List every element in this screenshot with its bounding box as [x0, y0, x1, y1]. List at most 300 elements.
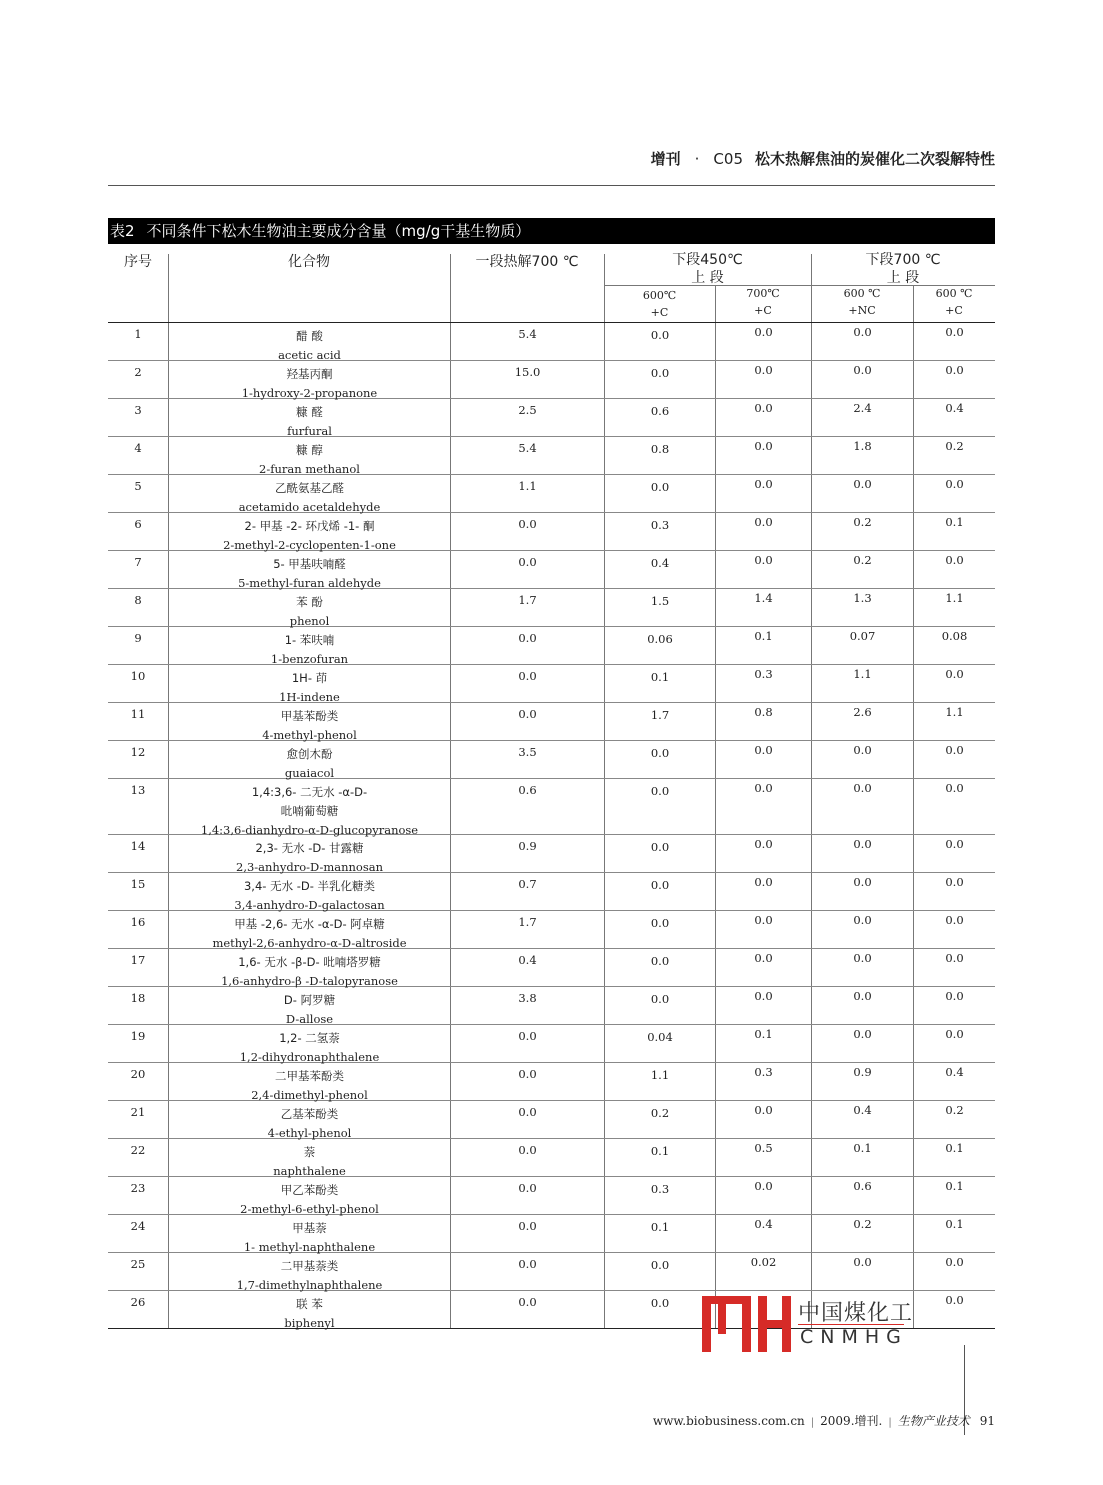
- cell-one-stage: 0.0: [450, 1139, 604, 1176]
- cell-one-stage: 0.0: [450, 1177, 604, 1214]
- cell-index: 16: [130, 915, 146, 929]
- header-group-450-bottom: 上 段: [691, 270, 724, 286]
- compound-name-en: biphenyl: [284, 1316, 335, 1330]
- cell-one-stage: 0.0: [450, 703, 604, 740]
- compound-name-en: 2,3-anhydro-D-mannosan: [236, 860, 383, 874]
- cell-700-600nc: 0.0: [811, 475, 913, 512]
- cell-450-600c: 0.2: [604, 1101, 715, 1138]
- cell-700-600nc: 0.2: [811, 513, 913, 550]
- compound-name-zh: 乙基苯酚类: [280, 1107, 339, 1121]
- cell-one-stage: 0.0: [450, 1253, 604, 1290]
- table-row: [108, 551, 995, 589]
- cell-450-600c: 0.0: [604, 987, 715, 1024]
- cell-index: 8: [134, 593, 142, 607]
- cell-450-600c: 0.0: [604, 1253, 715, 1290]
- compound-name-zh: 5- 甲基呋喃醛: [273, 557, 346, 571]
- cell-450-600c: 0.0: [604, 1291, 715, 1328]
- cell-index: 14: [130, 839, 146, 853]
- cell-450-600c: 0.1: [604, 1215, 715, 1252]
- cell-450-700c: 0.0: [715, 949, 811, 986]
- cell-one-stage: 1.7: [450, 911, 604, 948]
- cell-one-stage: 0.0: [450, 1101, 604, 1138]
- compound-name-zh: 愈创木酚: [286, 747, 333, 761]
- table-row: [108, 1025, 995, 1063]
- cell-700-600nc: 0.4: [811, 1101, 913, 1138]
- header-group-700-bottom: 上 段: [886, 270, 920, 286]
- cell-one-stage: 0.0: [450, 1063, 604, 1100]
- cell-700-600c: 0.0: [913, 949, 995, 986]
- cell-one-stage: 0.4: [450, 949, 604, 986]
- cell-450-600c: 0.0: [604, 949, 715, 986]
- compound-name-en: 1-hydroxy-2-propanone: [241, 386, 378, 400]
- cell-700-600nc: 0.2: [811, 1215, 913, 1252]
- cell-450-700c: 1.4: [715, 589, 811, 626]
- cell-450-600c: 0.3: [604, 513, 715, 550]
- compound-name-en: guaiacol: [284, 766, 335, 780]
- cell-700-600c: 1.1: [913, 703, 995, 740]
- cell-700-600c: 0.0: [913, 987, 995, 1024]
- cell-index: 20: [130, 1067, 146, 1081]
- cell-one-stage: 0.0: [450, 665, 604, 702]
- footer-url: www.biobusiness.com.cn: [652, 1414, 805, 1428]
- running-head-title: 松木热解焦油的炭催化二次裂解特性: [754, 150, 995, 168]
- cell-700-600nc: 1.3: [811, 589, 913, 626]
- header-sub-4-temp: 600 ℃: [935, 287, 973, 300]
- cell-index: 4: [134, 441, 142, 455]
- cell-700-600c: 0.4: [913, 1063, 995, 1100]
- cell-one-stage: 0.0: [450, 1025, 604, 1062]
- cell-compound: [168, 1139, 450, 1176]
- compound-name-zh-line2: 吡喃葡萄糖: [280, 804, 339, 818]
- cell-700-600c: 0.4: [913, 399, 995, 436]
- compound-name-en: 1H-indene: [279, 690, 340, 704]
- cell-700-600nc: 0.0: [811, 949, 913, 986]
- footer-journal: 生物产业技术: [897, 1414, 970, 1428]
- compound-name-en: 2-furan methanol: [259, 462, 360, 476]
- header-sub-1-cond: +C: [650, 306, 669, 319]
- cell-700-600nc: 0.0: [811, 779, 913, 834]
- cell-450-700c: 0.0: [715, 399, 811, 436]
- compound-name-zh: 醋 酸: [296, 329, 323, 343]
- cell-450-700c: 0.0: [715, 987, 811, 1024]
- cell-index: 19: [130, 1029, 146, 1043]
- cell-450-600c: 0.3: [604, 1177, 715, 1214]
- compound-name-zh: 2- 甲基 -2- 环戊烯 -1- 酮: [244, 519, 375, 533]
- cell-compound: [168, 627, 450, 664]
- table-row: [108, 323, 995, 361]
- cell-index: 17: [130, 953, 146, 967]
- cell-700-600c: 0.2: [913, 1101, 995, 1138]
- cell-700-600c: 0.0: [913, 1291, 995, 1328]
- table-row: [108, 361, 995, 399]
- cell-450-700c: 0.0: [715, 835, 811, 872]
- cell-450-600c: 0.04: [604, 1025, 715, 1062]
- compound-name-en: 1-benzofuran: [270, 652, 349, 666]
- cell-one-stage: 3.5: [450, 741, 604, 778]
- table-body: [108, 323, 995, 1329]
- cell-one-stage: 0.0: [450, 1291, 604, 1328]
- cell-compound: [168, 911, 450, 948]
- compound-name-en: 5-methyl-furan aldehyde: [238, 576, 381, 590]
- cell-450-700c: 0.0: [715, 779, 811, 834]
- cell-700-600nc: 0.0: [811, 987, 913, 1024]
- compound-name-en: 1,4:3,6-dianhydro-α-D-glucopyranose: [200, 823, 419, 837]
- table-row: [108, 475, 995, 513]
- cell-700-600c: 0.1: [913, 1177, 995, 1214]
- footer-separator: |: [888, 1417, 892, 1428]
- table-number: 表2: [110, 222, 135, 240]
- cell-450-600c: 0.0: [604, 361, 715, 398]
- cell-index: 6: [134, 517, 142, 531]
- compound-name-en: 1,7-dimethylnaphthalene: [236, 1278, 383, 1292]
- data-table: [108, 249, 995, 1329]
- watermark-rule: [798, 1324, 904, 1325]
- cell-one-stage: 1.7: [450, 589, 604, 626]
- cell-one-stage: 0.6: [450, 779, 604, 834]
- header-group-700-top: 下段700 ℃: [865, 252, 941, 268]
- cell-compound: [168, 835, 450, 872]
- cell-700-600nc: 0.1: [811, 1139, 913, 1176]
- cell-one-stage: 1.1: [450, 475, 604, 512]
- cell-450-700c: 0.0: [715, 437, 811, 474]
- cell-700-600c: 0.0: [913, 551, 995, 588]
- cell-450-700c: 0.0: [715, 551, 811, 588]
- footer-issue: 2009.增刊.: [820, 1414, 883, 1428]
- cell-700-600nc: 0.0: [811, 323, 913, 360]
- compound-name-en: 3,4-anhydro-D-galactosan: [234, 898, 385, 912]
- running-head-dot: ·: [694, 150, 700, 168]
- table-row: [108, 1177, 995, 1215]
- header-sub-3: [811, 285, 913, 319]
- cell-index: 25: [130, 1257, 146, 1271]
- cell-compound: [168, 987, 450, 1024]
- cell-700-600nc: 1.8: [811, 437, 913, 474]
- cell-700-600c: 0.0: [913, 779, 995, 834]
- watermark-text-zh: 中国煤化工: [798, 1301, 914, 1326]
- cell-450-600c: 0.0: [604, 323, 715, 360]
- compound-name-en: furfural: [287, 424, 332, 438]
- page-footer: [653, 1412, 995, 1429]
- cell-450-600c: 1.7: [604, 703, 715, 740]
- table-row: [108, 987, 995, 1025]
- cell-700-600nc: 0.07: [811, 627, 913, 664]
- running-head-code: C05: [713, 150, 743, 168]
- compound-name-zh: 萘: [303, 1145, 316, 1159]
- cell-700-600nc: 2.6: [811, 703, 913, 740]
- cell-450-600c: 0.0: [604, 741, 715, 778]
- header-one-stage: 一段热解700 ℃: [475, 254, 579, 270]
- header-sub-3-cond: +NC: [848, 304, 876, 317]
- compound-name-zh: 乙酰氨基乙醛: [275, 481, 344, 495]
- cell-700-600c: 0.1: [913, 1139, 995, 1176]
- compound-name-en: acetic acid: [278, 348, 341, 362]
- compound-name-zh: 1H- 茚: [291, 671, 328, 685]
- cell-450-700c: 0.0: [715, 911, 811, 948]
- table-row: [108, 1139, 995, 1177]
- cell-700-600c: 0.0: [913, 475, 995, 512]
- cell-700-600c: 0.1: [913, 1215, 995, 1252]
- cell-700-600nc: 2.4: [811, 399, 913, 436]
- cell-450-600c: 1.1: [604, 1063, 715, 1100]
- cell-450-700c: 0.0: [715, 361, 811, 398]
- compound-name-zh: 1- 苯呋喃: [284, 633, 335, 647]
- cell-450-600c: 0.0: [604, 835, 715, 872]
- table-row: [108, 1253, 995, 1291]
- compound-name-en: methyl-2,6-anhydro-α-D-altroside: [212, 936, 407, 950]
- compound-name-zh: 联 苯: [296, 1297, 323, 1311]
- cell-450-600c: 0.06: [604, 627, 715, 664]
- cell-450-700c: 0.8: [715, 703, 811, 740]
- cell-compound: [168, 1101, 450, 1138]
- header-group-700: [811, 251, 995, 287]
- cell-450-600c: 0.0: [604, 475, 715, 512]
- cell-one-stage: 0.0: [450, 551, 604, 588]
- compound-name-zh: 1,4:3,6- 二无水 -α-D-: [251, 785, 368, 799]
- compound-name-zh: 2,3- 无水 -D- 甘露糖: [255, 841, 364, 855]
- cell-index: 7: [134, 555, 142, 569]
- cell-one-stage: 3.8: [450, 987, 604, 1024]
- cell-compound: [168, 551, 450, 588]
- cell-compound: [168, 323, 450, 360]
- cell-700-600nc: 0.0: [811, 835, 913, 872]
- compound-name-zh: 二甲基萘类: [280, 1259, 339, 1273]
- header-sub-2-temp: 700℃: [746, 287, 780, 300]
- running-head: [651, 148, 995, 169]
- compound-name-en: 1,2-dihydronaphthalene: [239, 1050, 380, 1064]
- cell-450-700c: 0.0: [715, 741, 811, 778]
- cell-700-600nc: 0.0: [811, 361, 913, 398]
- cell-compound: [168, 1025, 450, 1062]
- watermark-logo: [702, 1294, 912, 1356]
- table-row: [108, 873, 995, 911]
- table-row: [108, 589, 995, 627]
- cell-700-600c: 1.1: [913, 589, 995, 626]
- cell-700-600nc: 0.0: [811, 1253, 913, 1290]
- cell-700-600c: 0.0: [913, 911, 995, 948]
- cell-700-600c: 0.0: [913, 665, 995, 702]
- cell-compound: [168, 399, 450, 436]
- header-divider: [450, 254, 451, 322]
- cell-index: 2: [134, 365, 142, 379]
- cell-compound: [168, 361, 450, 398]
- compound-name-zh: 1,2- 二氢萘: [279, 1031, 340, 1045]
- compound-name-en: 2-methyl-6-ethyl-phenol: [240, 1202, 379, 1216]
- cell-compound: [168, 1291, 450, 1328]
- table-title: 不同条件下松木生物油主要成分含量（mg/g干基生物质）: [146, 222, 531, 240]
- cell-compound: [168, 779, 450, 837]
- cell-compound: [168, 589, 450, 626]
- compound-name-zh: 糠 醛: [296, 405, 323, 419]
- cell-index: 26: [130, 1295, 146, 1309]
- cell-700-600c: 0.0: [913, 835, 995, 872]
- table-row: [108, 627, 995, 665]
- cell-index: 5: [134, 479, 142, 493]
- cell-450-700c: 0.3: [715, 665, 811, 702]
- compound-name-zh: 糠 醇: [296, 443, 323, 457]
- cell-one-stage: 0.0: [450, 513, 604, 550]
- cell-450-700c: 0.0: [715, 513, 811, 550]
- cell-index: 24: [130, 1219, 146, 1233]
- table-row: [108, 1101, 995, 1139]
- table-row: [108, 665, 995, 703]
- cell-450-700c: 0.0: [715, 475, 811, 512]
- page-number: 91: [979, 1414, 995, 1428]
- header-sub-1-temp: 600℃: [642, 289, 677, 302]
- cell-one-stage: 15.0: [450, 361, 604, 398]
- cell-index: 12: [130, 745, 146, 759]
- cell-compound: [168, 513, 450, 550]
- cell-700-600c: 0.0: [913, 1253, 995, 1290]
- compound-name-zh: 二甲基苯酚类: [275, 1069, 344, 1083]
- table-row: [108, 835, 995, 873]
- cell-450-700c: 0.0: [715, 1177, 811, 1214]
- table-header: [108, 249, 995, 323]
- compound-name-en: 2-methyl-2-cyclopenten-1-one: [223, 538, 396, 552]
- cell-compound: [168, 703, 450, 740]
- cell-index: 18: [130, 991, 146, 1005]
- cell-index: 23: [130, 1181, 146, 1195]
- table-row: [108, 741, 995, 779]
- compound-name-zh: 甲基萘: [292, 1221, 327, 1235]
- header-index: 序号: [124, 254, 152, 270]
- cell-450-700c: 0.3: [715, 1063, 811, 1100]
- compound-name-en: 1- methyl-naphthalene: [243, 1240, 376, 1254]
- cell-700-600nc: 0.6: [811, 1177, 913, 1214]
- table-title-bar: [108, 218, 995, 244]
- header-rule: [108, 185, 995, 186]
- cell-index: 21: [130, 1105, 146, 1119]
- cell-index: 9: [134, 631, 142, 645]
- cell-450-600c: 1.5: [604, 589, 715, 626]
- cell-450-600c: 0.0: [604, 873, 715, 910]
- compound-name-zh: 1,6- 无水 -β-D- 吡喃塔罗糖: [238, 955, 381, 969]
- cell-450-600c: 0.1: [604, 665, 715, 702]
- cell-compound: [168, 1253, 450, 1290]
- compound-name-zh: 羟基丙酮: [286, 367, 333, 381]
- table-row: [108, 779, 995, 835]
- compound-name-en: 1,6-anhydro-β -D-talopyranose: [221, 974, 398, 988]
- cell-450-700c: 0.0: [715, 323, 811, 360]
- cell-450-600c: 0.0: [604, 779, 715, 834]
- header-divider: [168, 254, 169, 322]
- cell-compound: [168, 475, 450, 512]
- cell-700-600nc: 0.0: [811, 741, 913, 778]
- cell-700-600c: 0.08: [913, 627, 995, 664]
- compound-name-en: 4-methyl-phenol: [262, 728, 357, 742]
- cell-450-700c: 0.0: [715, 1101, 811, 1138]
- cell-700-600nc: 0.0: [811, 911, 913, 948]
- table-row: [108, 437, 995, 475]
- cell-700-600c: 0.0: [913, 873, 995, 910]
- header-sub-4: [913, 285, 995, 319]
- cell-index: 3: [134, 403, 142, 417]
- cell-index: 1: [134, 327, 142, 341]
- cell-700-600c: 0.0: [913, 361, 995, 398]
- header-group-450-top: 下段450℃: [672, 252, 743, 268]
- watermark-text-en: CNMHG: [800, 1326, 908, 1348]
- cell-compound: [168, 437, 450, 474]
- cell-700-600c: 0.0: [913, 1025, 995, 1062]
- running-head-issue: 增刊: [650, 150, 681, 168]
- compound-name-en: D-allose: [285, 1012, 334, 1026]
- cell-450-600c: 0.0: [604, 911, 715, 948]
- compound-name-en: acetamido acetaldehyde: [238, 500, 381, 514]
- cell-compound: [168, 741, 450, 778]
- compound-name-zh: 甲基 -2,6- 无水 -α-D- 阿卓糖: [234, 917, 385, 931]
- table-row: [108, 911, 995, 949]
- cell-one-stage: 5.4: [450, 437, 604, 474]
- compound-name-en: 2,4-dimethyl-phenol: [251, 1088, 368, 1102]
- cell-index: 22: [130, 1143, 146, 1157]
- table-row: [108, 513, 995, 551]
- cell-450-600c: 0.8: [604, 437, 715, 474]
- compound-name-zh: 苯 酚: [296, 595, 323, 609]
- cell-450-700c: 0.5: [715, 1139, 811, 1176]
- cell-450-700c: 0.02: [715, 1253, 811, 1290]
- cell-one-stage: 0.0: [450, 1215, 604, 1252]
- compound-name-zh: 甲基苯酚类: [280, 709, 339, 723]
- header-sub-3-temp: 600 ℃: [843, 287, 881, 300]
- compound-name-zh: D- 阿罗糖: [283, 993, 336, 1007]
- table-row: [108, 1063, 995, 1101]
- cell-450-600c: 0.6: [604, 399, 715, 436]
- cell-compound: [168, 1177, 450, 1214]
- compound-name-en: phenol: [289, 614, 330, 628]
- cell-compound: [168, 1215, 450, 1252]
- cell-700-600nc: 1.1: [811, 665, 913, 702]
- cell-index: 15: [130, 877, 146, 891]
- cell-compound: [168, 665, 450, 702]
- cell-one-stage: 0.9: [450, 835, 604, 872]
- cell-700-600nc: 0.9: [811, 1063, 913, 1100]
- watermark-mark-icon: [702, 1294, 794, 1354]
- cell-450-600c: 0.1: [604, 1139, 715, 1176]
- cell-index: 13: [130, 783, 146, 797]
- compound-name-zh: 3,4- 无水 -D- 半乳化糖类: [243, 879, 376, 893]
- cell-index: 10: [130, 669, 146, 683]
- header-compound: 化合物: [288, 254, 330, 270]
- table-row: [108, 1215, 995, 1253]
- cell-one-stage: 5.4: [450, 323, 604, 360]
- table-row: [108, 399, 995, 437]
- cell-700-600c: 0.0: [913, 323, 995, 360]
- cell-450-700c: 0.4: [715, 1215, 811, 1252]
- header-sub-2-cond: +C: [754, 304, 772, 317]
- cell-700-600c: 0.0: [913, 741, 995, 778]
- cell-700-600nc: 0.2: [811, 551, 913, 588]
- cell-450-600c: 0.4: [604, 551, 715, 588]
- header-group-450: [604, 251, 811, 287]
- header-sub-4-cond: +C: [945, 304, 963, 317]
- table-row: [108, 949, 995, 987]
- cell-700-600nc: 0.0: [811, 873, 913, 910]
- cell-700-600nc: 0.0: [811, 1025, 913, 1062]
- cell-compound: [168, 873, 450, 910]
- compound-name-zh: 甲乙苯酚类: [280, 1183, 339, 1197]
- cell-700-600c: 0.2: [913, 437, 995, 474]
- cell-compound: [168, 1063, 450, 1100]
- compound-name-en: naphthalene: [273, 1164, 346, 1178]
- cell-one-stage: 2.5: [450, 399, 604, 436]
- footer-separator: |: [810, 1417, 815, 1428]
- cell-compound: [168, 949, 450, 986]
- cell-450-700c: 0.1: [715, 627, 811, 664]
- cell-700-600c: 0.1: [913, 513, 995, 550]
- cell-one-stage: 0.7: [450, 873, 604, 910]
- cell-450-700c: 0.1: [715, 1025, 811, 1062]
- compound-name-en: 4-ethyl-phenol: [267, 1126, 352, 1140]
- header-sub-2: [715, 285, 811, 319]
